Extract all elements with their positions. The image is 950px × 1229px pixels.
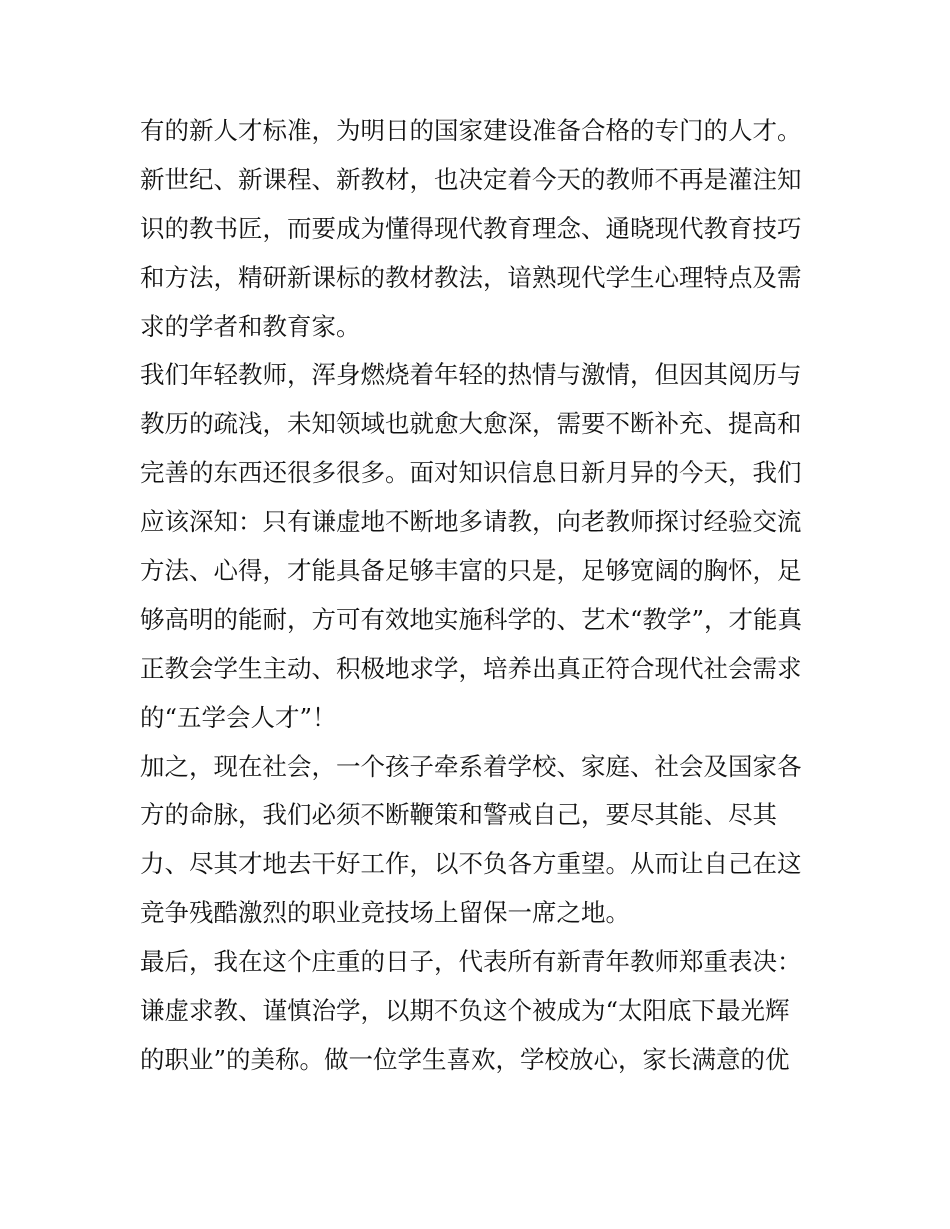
text-line: 正教会学生主动、积极地求学，培养出真正符合现代社会需求 xyxy=(140,653,802,683)
text-line: 教历的疏浅，未知领域也就愈大愈深，需要不断补充、提高和 xyxy=(140,409,802,439)
text-line: 完善的东西还很多很多。面对知识信息日新月异的今天，我们 xyxy=(140,458,802,488)
text-line: 识的教书匠，而要成为懂得现代教育理念、通晓现代教育技巧 xyxy=(140,213,802,243)
text-line: 够高明的能耐，方可有效地实施科学的、艺术“教学”，才能真 xyxy=(140,604,803,634)
text-line: 应该深知：只有谦虚地不断地多请教，向老教师探讨经验交流 xyxy=(140,507,802,537)
text-line: 竞争残酷激烈的职业竞技场上留保一席之地。 xyxy=(140,898,630,928)
text-line: 力、尽其才地去干好工作，以不负各方重望。从而让自己在这 xyxy=(140,849,802,879)
text-line: 最后，我在这个庄重的日子，代表所有新青年教师郑重表决： xyxy=(140,947,802,977)
text-line: 方的命脉，我们必须不断鞭策和警戒自己，要尽其能、尽其 xyxy=(140,800,777,830)
text-line: 加之，现在社会，一个孩子牵系着学校、家庭、社会及国家各 xyxy=(140,751,802,781)
text-line: 求的学者和教育家。 xyxy=(140,311,361,341)
text-line: 新世纪、新课程、新教材，也决定着今天的教师不再是灌注知 xyxy=(140,164,802,194)
document-body xyxy=(140,107,820,1085)
text-line: 的“五学会人才”！ xyxy=(140,702,337,732)
text-line: 和方法，精研新课标的教材教法，谙熟现代学生心理特点及需 xyxy=(140,262,802,292)
text-line: 谦虚求教、谨慎治学，以期不负这个被成为“太阳底下最光辉 xyxy=(140,996,790,1026)
text-line: 有的新人才标准，为明日的国家建设准备合格的专门的人才。 xyxy=(140,116,802,145)
text-line: 方法、心得，才能具备足够丰富的只是，足够宽阔的胸怀，足 xyxy=(140,556,802,586)
text-line: 的职业”的美称。做一位学生喜欢，学校放心，家长满意的优 xyxy=(140,1044,790,1074)
text-line: 我们年轻教师，浑身燃烧着年轻的热情与激情，但因其阅历与 xyxy=(140,360,802,390)
